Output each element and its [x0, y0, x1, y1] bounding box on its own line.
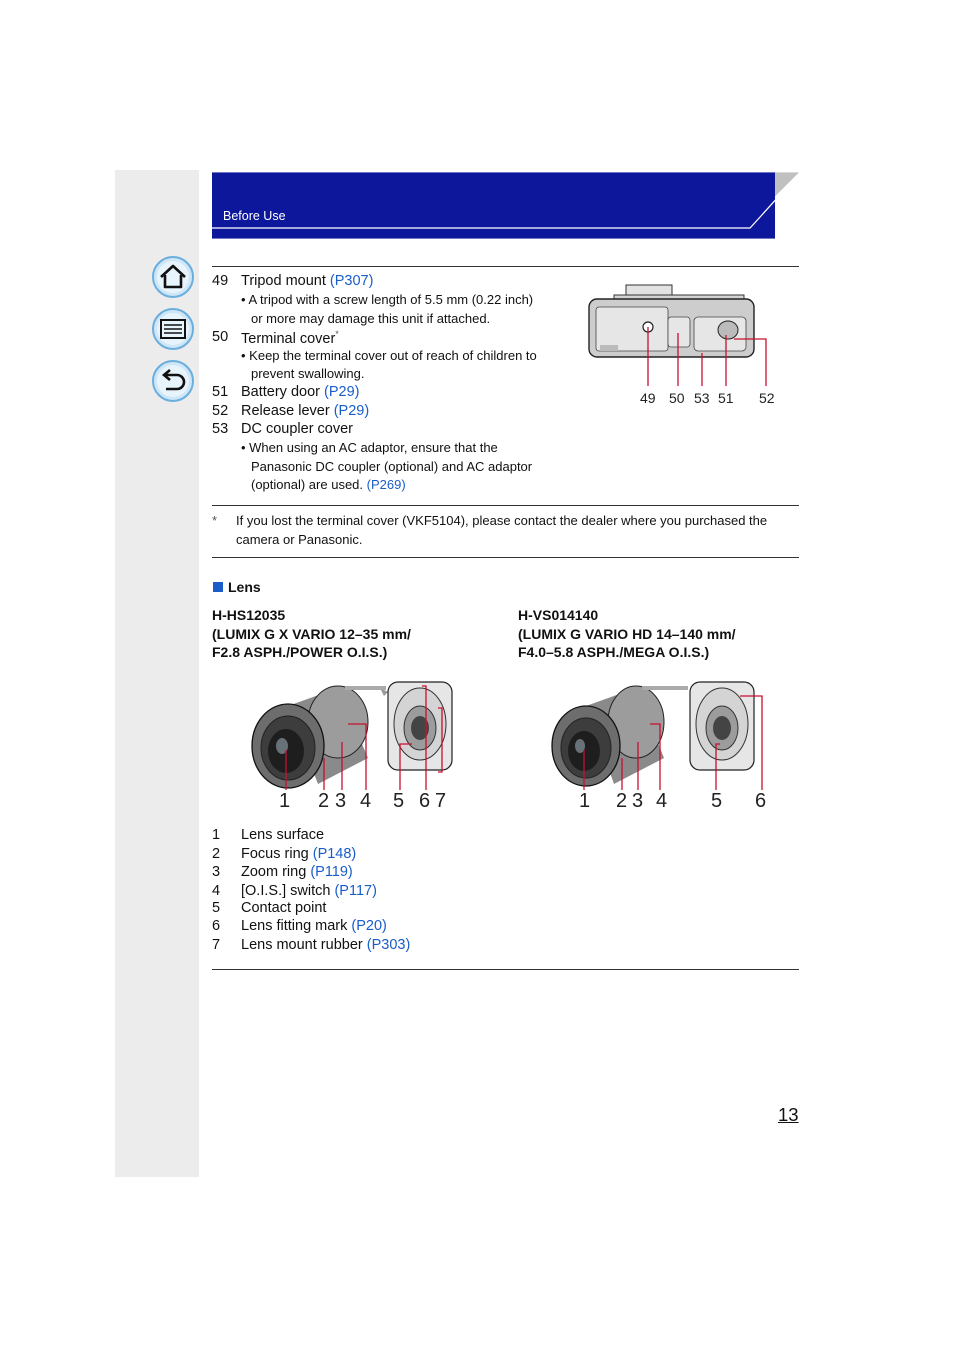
item-lens-fitting-mark: Lens fitting mark (P20)	[241, 918, 387, 934]
item-number: 6	[212, 918, 221, 934]
figure-label: 6	[419, 790, 431, 812]
item-contact-point: Contact point	[241, 900, 327, 916]
link-p303[interactable]: (P303)	[366, 937, 411, 953]
square-bullet-icon	[213, 582, 223, 592]
link-p20[interactable]: (P20)	[351, 918, 387, 934]
lens-b-model: H-VS014140	[518, 607, 599, 623]
home-icon	[152, 256, 194, 298]
figure-label: 53	[694, 390, 710, 406]
item-number: 1	[212, 827, 221, 843]
divider	[212, 557, 799, 558]
lens-heading: Lens	[228, 579, 261, 595]
item-release-lever: Release lever (P29)	[241, 403, 370, 419]
link-p29[interactable]: (P29)	[324, 384, 360, 400]
asterisk-mark: *	[335, 329, 339, 339]
back-arrow-icon	[152, 360, 194, 402]
camera-callout-lines	[586, 283, 776, 393]
item-dc-coupler-cover: DC coupler cover	[241, 421, 354, 437]
lens-a-spec: F2.8 ASPH./POWER O.I.S.)	[212, 644, 388, 660]
lens-a-name: (LUMIX G X VARIO 12–35 mm/	[212, 626, 411, 642]
menu-button[interactable]	[152, 308, 194, 348]
back-button[interactable]	[152, 360, 194, 400]
figure-label: 52	[759, 390, 775, 406]
figure-label: 3	[335, 790, 347, 812]
link-p269[interactable]: (P269)	[366, 477, 406, 492]
lens-a-model: H-HS12035	[212, 607, 286, 623]
figure-label: 2	[616, 790, 628, 812]
item-number: 2	[212, 846, 221, 862]
note-text: • A tripod with a screw length of 5.5 mm (0.22 inch)	[241, 292, 534, 307]
item-number: 3	[212, 864, 221, 880]
divider	[212, 969, 799, 970]
item-number: 49	[212, 273, 229, 289]
footnote-text: camera or Panasonic.	[236, 532, 363, 547]
figure-label: 6	[755, 790, 767, 812]
figure-label: 7	[435, 790, 447, 812]
figure-label: 2	[318, 790, 330, 812]
item-terminal-cover: Terminal cover*	[241, 329, 339, 347]
footnote-text: If you lost the terminal cover (VKF5104), please contact the dealer where you purchased the	[236, 513, 768, 528]
note-text: or more may damage this unit if attached.	[251, 311, 491, 326]
figure-label: 50	[669, 390, 685, 406]
note-text: prevent swallowing.	[251, 366, 365, 381]
note-text: Panasonic DC coupler (optional) and AC adaptor	[251, 459, 533, 474]
menu-list-icon	[152, 308, 194, 350]
item-zoom-ring: Zoom ring (P119)	[241, 864, 353, 880]
lens-a-callout-lines	[250, 678, 460, 796]
figure-label: 1	[579, 790, 591, 812]
lens-b-spec: F4.0–5.8 ASPH./MEGA O.I.S.)	[518, 644, 710, 660]
item-number: 51	[212, 384, 229, 400]
item-number: 50	[212, 329, 229, 345]
item-lens-mount-rubber: Lens mount rubber (P303)	[241, 937, 411, 953]
note-text: (optional) are used. (P269)	[251, 477, 406, 492]
divider	[212, 266, 799, 267]
lens-b-callout-lines	[550, 678, 765, 796]
footnote-mark: *	[212, 513, 218, 528]
link-p148[interactable]: (P148)	[312, 846, 357, 862]
item-ois-switch: [O.I.S.] switch (P117)	[241, 883, 377, 899]
note-text: • Keep the terminal cover out of reach of children to	[241, 348, 537, 363]
item-number: 52	[212, 403, 229, 419]
figure-label: 5	[711, 790, 723, 812]
figure-label: 49	[640, 390, 656, 406]
item-number: 4	[212, 883, 221, 899]
figure-label: 5	[393, 790, 405, 812]
figure-label: 4	[656, 790, 668, 812]
figure-label: 3	[632, 790, 644, 812]
note-text: • When using an AC adaptor, ensure that the	[241, 440, 498, 455]
item-focus-ring: Focus ring (P148)	[241, 846, 357, 862]
link-p119[interactable]: (P119)	[310, 864, 353, 880]
item-battery-door: Battery door (P29)	[241, 384, 360, 400]
item-tripod-mount: Tripod mount (P307)	[241, 273, 374, 289]
link-p117[interactable]: (P117)	[334, 883, 377, 899]
divider	[212, 505, 799, 506]
header-band	[212, 171, 799, 240]
figure-label: 51	[718, 390, 734, 406]
figure-label: 4	[360, 790, 372, 812]
item-number: 7	[212, 937, 221, 953]
figure-label: 1	[279, 790, 291, 812]
item-lens-surface: Lens surface	[241, 827, 325, 843]
item-number: 5	[212, 900, 221, 916]
link-p307[interactable]: (P307)	[329, 273, 374, 289]
page-number: 13	[778, 1104, 799, 1125]
lens-b-name: (LUMIX G VARIO HD 14–140 mm/	[518, 626, 736, 642]
home-button[interactable]	[152, 256, 194, 296]
item-number: 53	[212, 421, 229, 437]
section-title: Before Use	[223, 209, 286, 223]
link-p29[interactable]: (P29)	[333, 403, 370, 419]
